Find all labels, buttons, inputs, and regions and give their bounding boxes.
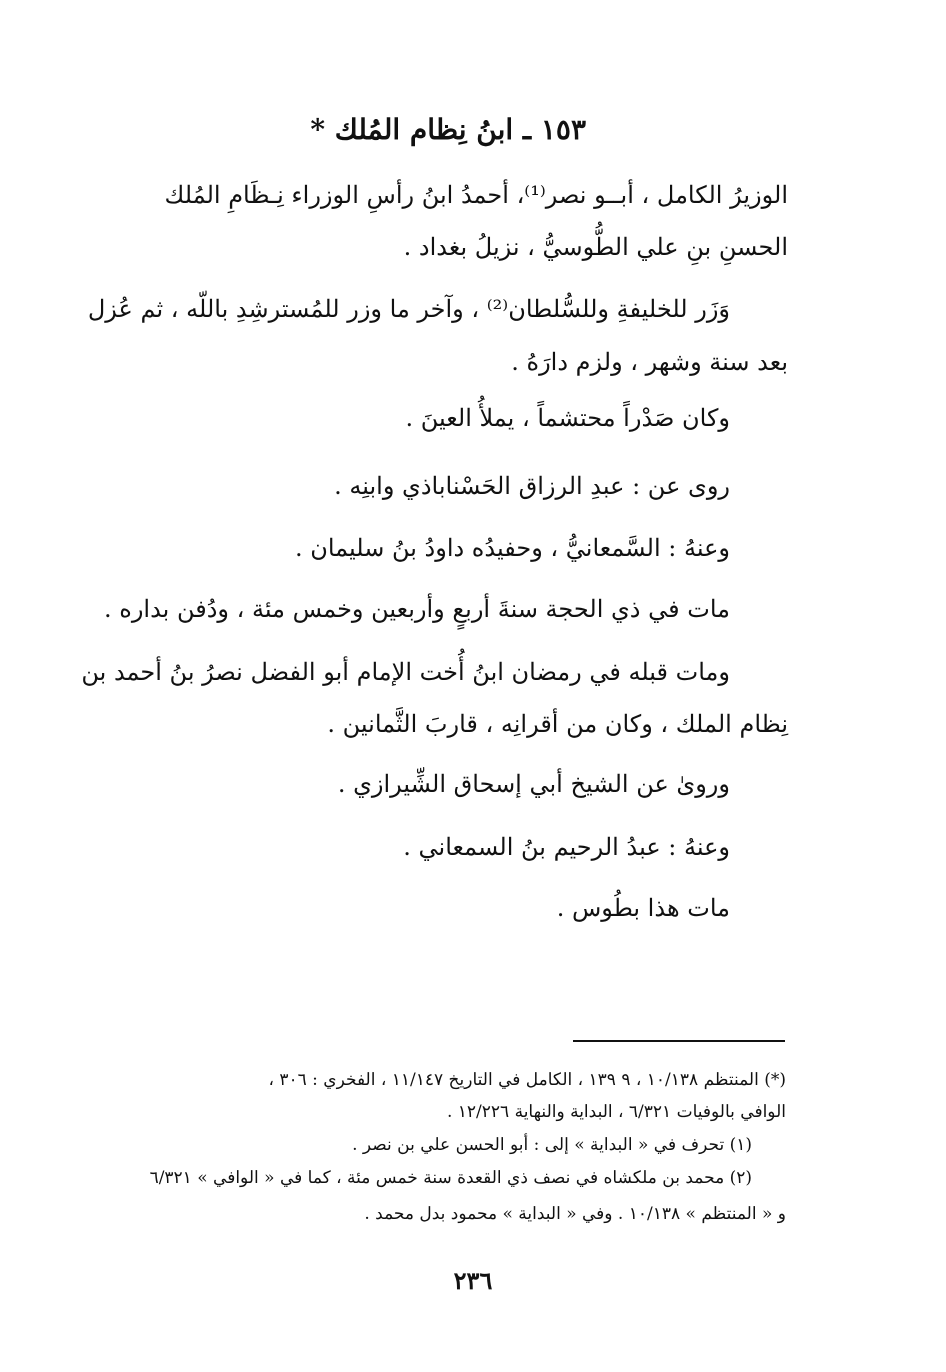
- body-line: نِظام الملك ، وكان من أقرانِه ، قاربَ الثَّمانين .: [327, 710, 788, 738]
- entry-title: ١٥٣ ـ ابنُ نِظام المُلك *: [310, 113, 586, 146]
- footnote-line: (٢) محمد بن ملكشاه في نصف ذي القعدة سنة خمس مئة ، كما في « الوافي » ٦/٣٢١: [149, 1168, 752, 1188]
- body-line: وكان صَدْراً محتشماً ، يملأُ العينَ .: [405, 404, 730, 432]
- body-line: وروىٰ عن الشيخ أبي إسحاق الشِّيرازي .: [337, 770, 730, 798]
- page-number: ٢٣٦: [453, 1266, 493, 1295]
- footnote-line: الوافي بالوفيات ٦/٣٢١ ، البداية والنهاية ١٢/٢٢٦ .: [446, 1102, 786, 1122]
- body-line: ومات قبله في رمضان ابنُ أُخت الإمام أبو الفضل نصرُ بنُ أحمد بن: [81, 658, 730, 686]
- body-line: الحسنِ بنِ علي الطُّوسيُّ ، نزيلُ بغداد .: [403, 233, 788, 261]
- body-line: بعد سنة وشهر ، ولزم دارَهُ .: [511, 348, 788, 376]
- body-line: مات هذا بطُوس .: [556, 894, 730, 922]
- body-line: روى عن : عبدِ الرزاق الحَسْناباذي وابنِه .: [334, 472, 730, 500]
- footnote-line: و « المنتظم » ١٠/١٣٨ . وفي « البداية » محمود بدل محمد .: [364, 1204, 786, 1224]
- body-line: وَزَر للخليفةِ وللسُّلطان⁽²⁾ ، وآخر ما وزر للمُسترشِدِ باللّه ، ثم عُزل: [87, 295, 730, 323]
- footnote-line: (١) تحرف في « البداية » إلى : أبو الحسن علي بن نصر .: [352, 1135, 752, 1155]
- body-line: وعنهُ : عبدُ الرحيم بنُ السمعاني .: [403, 833, 730, 861]
- body-line: الوزيرُ الكامل ، أبــو نصر⁽¹⁾، أحمدُ ابنُ رأسِ الوزراء نِـظَامِ المُلك: [164, 181, 788, 209]
- footnote-separator: [573, 1040, 785, 1042]
- body-line: وعنهُ : السَّمعانيُّ ، وحفيدُه داودُ بنُ سليمان .: [294, 534, 730, 562]
- body-line: مات في ذي الحجة سنةَ أربعٍ وأربعين وخمس مئة ، ودُفن بداره .: [103, 595, 730, 623]
- footnote-line: (*) المنتظم ١٠/١٣٨ ، ٩ ١٣٩ ، الكامل في التاريخ ١١/١٤٧ ، الفخري : ٣٠٦ ،: [268, 1070, 786, 1090]
